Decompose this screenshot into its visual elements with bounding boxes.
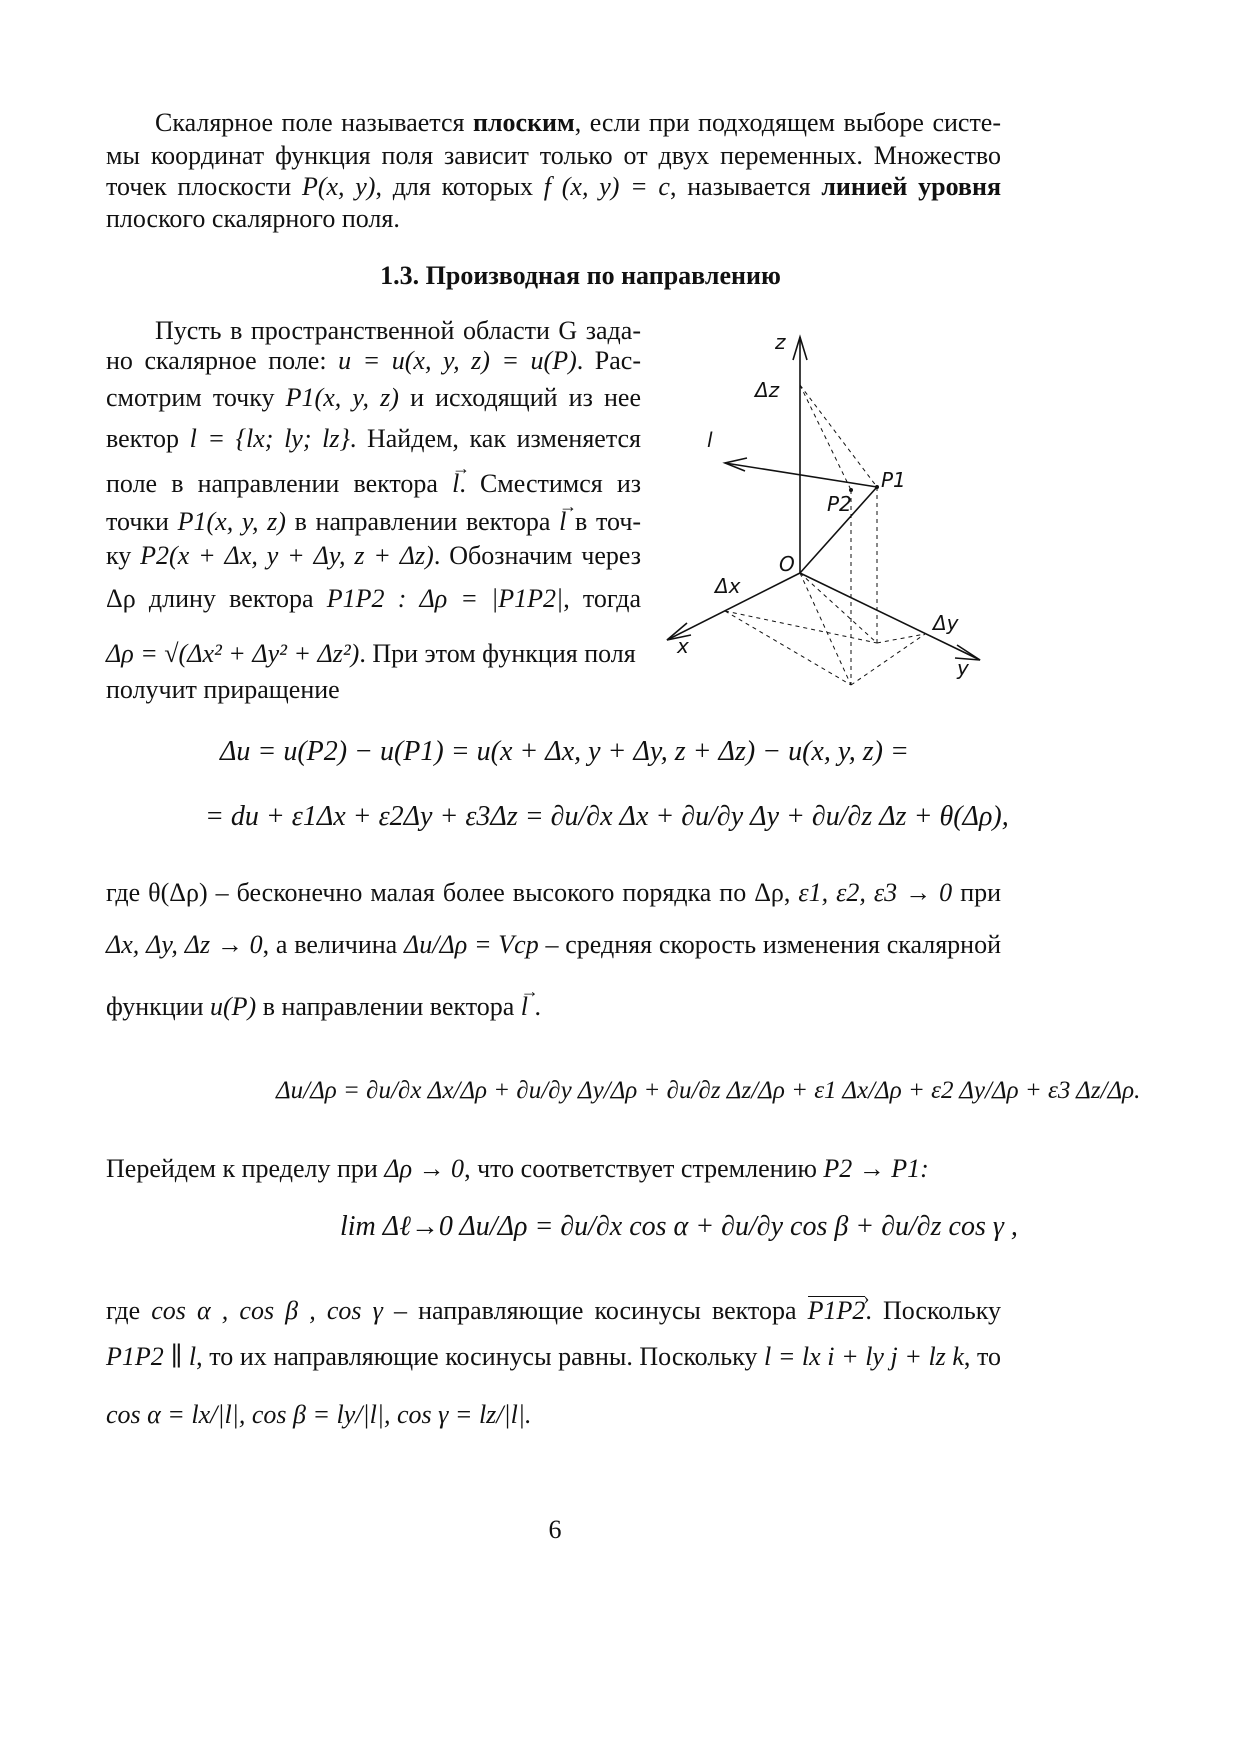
para2-line10: получит приращение: [106, 675, 340, 704]
para1-line4: плоского скалярного поля.: [106, 204, 400, 233]
para5-line2: P1P2 ∥ l, то их направляющие косинусы равны. Поскольку l = lx i + ly j + lz k, то: [106, 1342, 1002, 1371]
para4-line1: Перейдем к пределу при Δρ → 0, что соответствует стремлению P2 → P1:: [106, 1154, 929, 1183]
para3-line1: где θ(Δρ) – бесконечно малая более высокого порядка по Δρ, ε1, ε2, ε3 → 0 при: [106, 878, 1002, 907]
label-z: z: [775, 330, 786, 354]
label-p2: P2: [827, 492, 852, 516]
equation-2: Δu/Δρ = ∂u/∂x Δx/Δρ + ∂u/∂y Δy/Δρ + ∂u/∂z Δz/Δρ + ε1 Δx/Δρ + ε2 Δy/Δρ + ε3 Δz/Δρ.: [276, 1077, 1141, 1104]
label-o: O: [779, 552, 795, 576]
para5-line3: cos α = lx/|l|, cos β = ly/|l|, cos γ = lz/|l|.: [106, 1400, 532, 1429]
vector-diagram: [655, 325, 995, 695]
equation-1-line1: Δu = u(P2) − u(P1) = u(x + Δx, y + Δy, z + Δz) − u(x, y, z) =: [220, 736, 909, 767]
para3-line3: функции u(P) в направлении вектора → l .: [106, 990, 541, 1024]
para2-line7: ку P2(x + Δx, y + Δy, z + Δz). Обозначим через: [106, 541, 641, 570]
label-dz: Δz: [755, 378, 780, 402]
para1-line1: Скалярное поле называется плоским, если при подходящем выборе систе-: [155, 108, 1002, 137]
equation-3: lim Δℓ→0 Δu/Δρ = ∂u/∂x cos α + ∂u/∂y cos β + ∂u/∂z cos γ ,: [340, 1211, 1018, 1242]
para2-line3: смотрим точку P1(x, y, z) и исходящий из нее: [106, 383, 641, 412]
para2-line4: вектор l = {lx; ly; lz}. Найдем, как изменяется: [106, 424, 641, 453]
label-dx: Δx: [715, 574, 741, 598]
page-number: 6: [548, 1515, 562, 1544]
para1-line3: точек плоскости P(x, y), для которых f (x, y) = c, называется линией уровня: [106, 172, 1002, 201]
label-y: y: [957, 656, 969, 680]
label-dy: Δy: [933, 611, 959, 635]
equation-1-line2: = du + ε1Δx + ε2Δy + ε3Δz = ∂u/∂x Δx + ∂u/∂y Δy + ∂u/∂z Δz + θ(Δρ),: [205, 801, 1009, 832]
para2-line8: Δρ длину вектора P1P2 : Δρ = |P1P2|, тогда: [106, 584, 642, 613]
l-vector: [725, 463, 877, 487]
section-title: 1.3. Производная по направлению: [380, 261, 781, 290]
label-p1: P1: [881, 468, 906, 492]
para5-line1: где cos α , cos β , cos γ – направляющие косинусы вектора P1P2 ›. Поскольку: [106, 1294, 1001, 1328]
para2-line9: Δρ = √(Δx² + Δy² + Δz²). При этом функция поля: [106, 639, 636, 668]
para2-line5: поле в направлении вектора → l. Сместимся из: [106, 467, 641, 501]
para1-line2: мы координат функция поля зависит только от двух переменных. Множество: [106, 141, 1001, 170]
para2-line2: но скалярное поле: u = u(x, y, z) = u(P). Рас-: [106, 346, 642, 375]
para2-line1: Пусть в пространственной области G зада-: [155, 316, 641, 345]
para3-line2: Δx, Δy, Δz → 0, а величина Δu/Δρ = Vср – средняя скорость изменения скалярной: [106, 930, 1001, 959]
label-l: l: [707, 428, 713, 452]
label-x: x: [677, 634, 689, 658]
para2-line6: точки P1(x, y, z) в направлении вектора → l в точ-: [106, 505, 641, 539]
